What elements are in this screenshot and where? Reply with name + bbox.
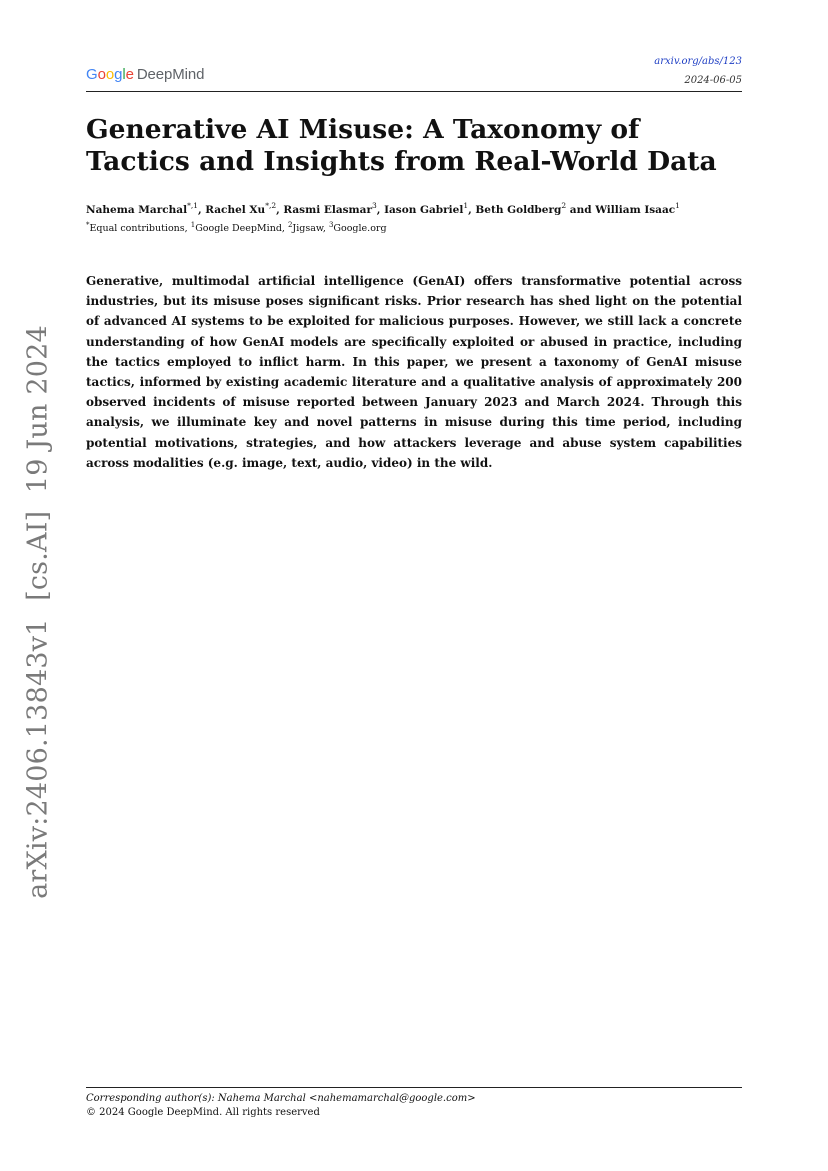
paper-title: Generative AI Misuse: A Taxonomy of Tactics and Insights from Real-World Data bbox=[86, 114, 717, 177]
affiliation-text: Google.org bbox=[333, 223, 387, 234]
author-name: William Isaac bbox=[595, 204, 676, 216]
affiliation bbox=[86, 223, 191, 234]
author bbox=[595, 201, 680, 216]
author-affiliation-mark: *,1 bbox=[187, 201, 198, 210]
author-name: Nahema Marchal bbox=[86, 204, 188, 216]
author-affiliation-mark: 1 bbox=[675, 201, 680, 210]
author-name: Beth Goldberg bbox=[475, 204, 562, 216]
author bbox=[475, 201, 596, 216]
author-separator: , bbox=[197, 204, 206, 216]
logo-letter: e bbox=[125, 66, 134, 83]
affiliation-mark: 1 bbox=[190, 221, 196, 229]
affiliation-text: Google DeepMind, bbox=[195, 223, 288, 234]
author-affiliation-mark: *,2 bbox=[265, 201, 277, 210]
affiliation-mark: 2 bbox=[287, 221, 293, 229]
google-deepmind-logo bbox=[86, 66, 204, 83]
author bbox=[86, 201, 206, 216]
author-affiliation-mark: 3 bbox=[372, 201, 377, 210]
footer-divider bbox=[86, 1087, 742, 1088]
affiliation-mark: 3 bbox=[328, 221, 334, 229]
affiliation bbox=[288, 223, 329, 234]
logo-letter: o bbox=[97, 66, 106, 83]
logo-letter: g bbox=[114, 66, 123, 83]
header-divider bbox=[86, 91, 742, 92]
affiliation bbox=[329, 223, 387, 234]
header-date: 2024-06-05 bbox=[684, 75, 742, 86]
logo-letter: o bbox=[105, 66, 115, 83]
author-separator: , bbox=[276, 204, 284, 216]
affiliation-list bbox=[86, 223, 387, 235]
logo-letter: l bbox=[122, 66, 126, 83]
author-name: Rachel Xu bbox=[205, 204, 266, 216]
affiliation-text: Equal contributions, bbox=[89, 223, 191, 234]
affiliation-mark: * bbox=[86, 221, 90, 229]
author bbox=[205, 201, 284, 216]
logo-deepmind-text: DeepMind bbox=[136, 66, 205, 83]
author bbox=[283, 201, 385, 216]
author-name: Rasmi Elasmar bbox=[283, 204, 372, 216]
copyright-notice: © 2024 Google DeepMind. All rights reserved bbox=[86, 1107, 320, 1118]
affiliation bbox=[191, 223, 288, 234]
arxiv-side-stamp: arXiv:2406.13843v1 [cs.AI] 19 Jun 2024 bbox=[22, 325, 54, 899]
author-separator: , bbox=[468, 204, 476, 216]
author-list bbox=[86, 203, 746, 217]
affiliation-text: Jigsaw, bbox=[292, 223, 329, 234]
logo-letter: G bbox=[86, 66, 98, 83]
author-affiliation-mark: 2 bbox=[561, 201, 567, 210]
corresponding-author: Corresponding author(s): Nahema Marchal <nahemamarchal@google.com> bbox=[86, 1093, 476, 1104]
author-separator: , bbox=[376, 204, 385, 216]
author-name: Iason Gabriel bbox=[384, 204, 464, 216]
author-separator: and bbox=[566, 204, 596, 216]
author-affiliation-mark: 1 bbox=[463, 201, 469, 210]
abstract-paragraph: Generative, multimodal artificial intelligence (GenAI) offers transformative potential across industries, but its misuse poses significant risks. Prior research has shed light on the potential of advanced AI systems to be exploited for malicious purposes. However, we still lack a concrete understanding of how GenAI models are specifically exploited or abused in practice, including the tactics employed to inflict harm. In this paper, we present a taxonomy of GenAI misuse tactics, informed by existing academic literature and a qualitative analysis of approximately 200 observed incidents of misuse reported between January 2023 and March 2024. Through this analysis, we illuminate key and novel patterns in misuse during this time period, including potential motivations, strategies, and how attackers leverage and abuse system capabilities across modalities (e.g. image, text, audio, video) in the wild. bbox=[86, 274, 742, 470]
arxiv-link[interactable]: arxiv.org/abs/123 bbox=[654, 56, 742, 67]
author bbox=[384, 201, 476, 216]
